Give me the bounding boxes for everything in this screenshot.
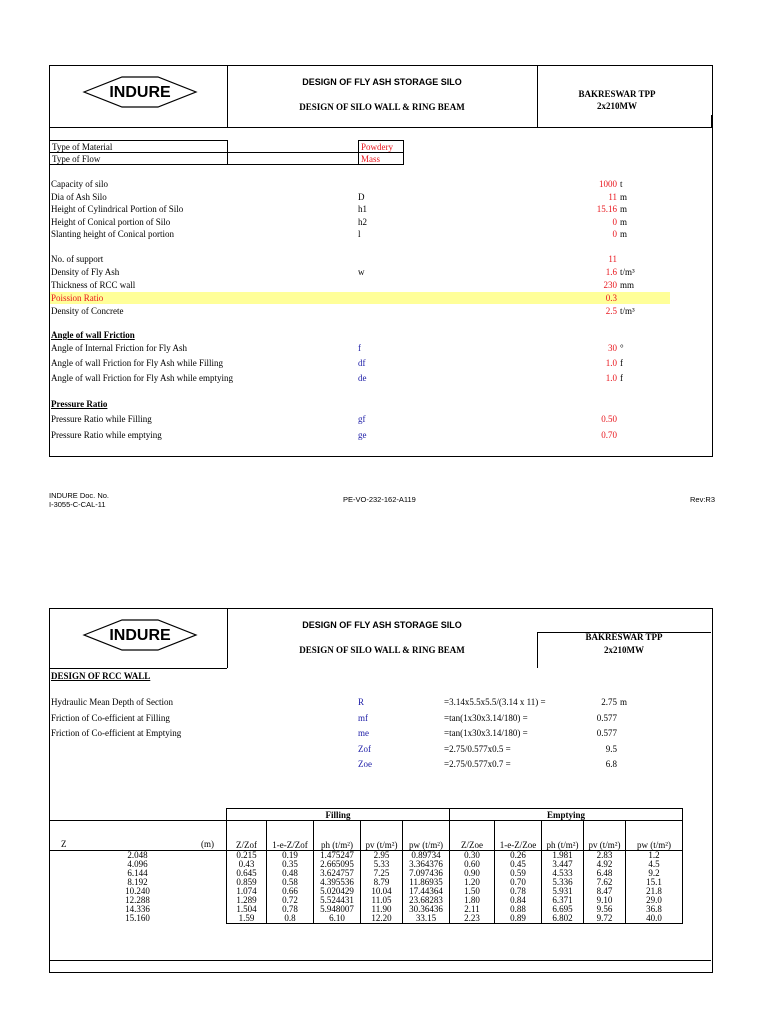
value-cell: 6.10 bbox=[314, 914, 361, 924]
value-cell: 0.8 bbox=[267, 914, 314, 924]
filling-group: Filling bbox=[227, 809, 450, 821]
value-cell: 2.11 bbox=[450, 905, 495, 914]
value-cell: 33.15 bbox=[403, 914, 450, 924]
value-cell: 4.395536 bbox=[314, 878, 361, 887]
value-cell: 0.66 bbox=[267, 887, 314, 896]
header-divider bbox=[227, 65, 228, 127]
pressure-row-value: 0.50 bbox=[601, 414, 617, 424]
property-row-label: Poission Ratio bbox=[51, 293, 104, 303]
value-cell: 0.30 bbox=[450, 851, 495, 861]
value-cell: 6.48 bbox=[584, 869, 626, 878]
value-cell: 0.26 bbox=[495, 851, 542, 861]
value-cell: 1.2 bbox=[626, 851, 683, 861]
property-row-value: 1.6 bbox=[605, 267, 617, 277]
flow-label: Type of Flow bbox=[50, 153, 228, 165]
calc-formula: =tan(1x30x3.14/180) = bbox=[444, 728, 528, 738]
value-cell: 7.097436 bbox=[403, 869, 450, 878]
value-cell: 4.5 bbox=[626, 860, 683, 869]
doc-number: I-3055-C-CAL-11 bbox=[49, 500, 106, 509]
value-cell: 3.447 bbox=[542, 860, 584, 869]
doc-title: DESIGN OF FLY ASH STORAGE SILO bbox=[302, 77, 462, 87]
value-cell: 11.05 bbox=[361, 896, 403, 905]
doc-subtitle: DESIGN OF SILO WALL & RING BEAM bbox=[299, 645, 465, 655]
column-header: ph (t/m²) bbox=[314, 821, 361, 851]
value-cell: 7.62 bbox=[584, 878, 626, 887]
value-cell: 0.48 bbox=[267, 869, 314, 878]
indure-logo bbox=[82, 75, 198, 109]
value-cell: 11.90 bbox=[361, 905, 403, 914]
value-cell: 0.645 bbox=[227, 869, 267, 878]
value-cell: 5.524431 bbox=[314, 896, 361, 905]
value-cell: 21.8 bbox=[626, 887, 683, 896]
property-row-label: No. of support bbox=[51, 254, 104, 264]
value-cell: 0.60 bbox=[450, 860, 495, 869]
value-cell: 23.68283 bbox=[403, 896, 450, 905]
value-cell: 8.79 bbox=[361, 878, 403, 887]
friction-row-unit: f bbox=[620, 373, 623, 383]
value-cell: 0.70 bbox=[495, 878, 542, 887]
property-row-value: 11 bbox=[608, 254, 617, 264]
friction-row-value: 30 bbox=[608, 343, 617, 353]
revision: Rev:R3 bbox=[690, 495, 716, 504]
value-cell: 9.2 bbox=[626, 869, 683, 878]
value-cell: 2.83 bbox=[584, 851, 626, 861]
value-cell: 30.36436 bbox=[403, 905, 450, 914]
friction-heading: Angle of wall Friction bbox=[51, 330, 135, 340]
material-label: Type of Material bbox=[50, 141, 228, 153]
table-row bbox=[49, 914, 683, 924]
calc-value: 0.577 bbox=[596, 712, 617, 723]
property-row-value: 0.3 bbox=[605, 293, 617, 303]
calc-value: 6.8 bbox=[605, 759, 617, 769]
doc-title: DESIGN OF FLY ASH STORAGE SILO bbox=[302, 620, 462, 630]
calc-formula: =3.14x5.5x5.5/(3.14 x 11) = bbox=[444, 697, 546, 707]
pressure-row-label: Pressure Ratio while Filling bbox=[51, 414, 152, 424]
column-header: 1-e-Z/Zof bbox=[267, 821, 314, 851]
friction-row-symbol: de bbox=[358, 373, 367, 383]
property-row-unit: t/m³ bbox=[620, 306, 635, 316]
header-rule bbox=[49, 127, 712, 128]
emptying-group: Emptying bbox=[450, 809, 683, 821]
geometry-row-symbol: D bbox=[358, 191, 365, 202]
property-row-label: Density of Concrete bbox=[51, 306, 124, 316]
value-cell: 0.45 bbox=[495, 860, 542, 869]
calc-label: Friction of Co-efficient at Emptying bbox=[51, 728, 182, 738]
friction-row-label: Angle of wall Friction for Fly Ash while emptying bbox=[51, 373, 233, 383]
project-name: BAKRESWAR TPP bbox=[578, 89, 656, 99]
doc-number-label: INDURE Doc. No. bbox=[49, 491, 110, 500]
value-cell: 8.47 bbox=[584, 887, 626, 896]
geometry-row-value: 0 bbox=[612, 229, 617, 239]
geometry-row-label: Height of Cylindrical Portion of Silo bbox=[51, 204, 184, 214]
depth-cell: 14.336 bbox=[49, 905, 227, 914]
value-cell: 10.04 bbox=[361, 887, 403, 896]
value-cell: 1.289 bbox=[227, 896, 267, 905]
project-capacity: 2x210MW bbox=[597, 101, 637, 111]
pressure-heading: Pressure Ratio bbox=[51, 399, 108, 409]
geometry-row-unit: m bbox=[620, 229, 628, 239]
material-value: Powdery bbox=[359, 141, 404, 153]
material-table bbox=[49, 140, 404, 165]
value-cell: 3.624757 bbox=[314, 869, 361, 878]
geometry-row-label: Height of Conical portion of Silo bbox=[51, 216, 171, 227]
friction-row-symbol: f bbox=[358, 343, 361, 353]
friction-row-unit: ° bbox=[620, 343, 624, 353]
friction-row-symbol: df bbox=[358, 358, 366, 368]
calc-formula: =2.75/0.577x0.7 = bbox=[444, 759, 511, 769]
value-cell: 5.33 bbox=[361, 860, 403, 869]
calc-label: Hydraulic Mean Depth of Section bbox=[51, 697, 173, 707]
value-cell: 0.78 bbox=[495, 887, 542, 896]
z-header: Z bbox=[61, 839, 67, 849]
project-capacity: 2x210MW bbox=[604, 645, 644, 655]
pressure-row-label: Pressure Ratio while emptying bbox=[51, 430, 162, 440]
geometry-row-label: Slanting height of Conical portion bbox=[51, 229, 174, 239]
value-cell: 0.19 bbox=[267, 851, 314, 861]
geometry-row-value: 0 bbox=[612, 216, 617, 227]
geometry-row-symbol: h1 bbox=[358, 204, 367, 214]
calc-value: 9.5 bbox=[605, 743, 617, 754]
calc-symbol: me bbox=[358, 728, 369, 738]
value-cell: 0.72 bbox=[267, 896, 314, 905]
property-row-unit: t/m³ bbox=[620, 267, 635, 277]
section-heading: DESIGN OF RCC WALL bbox=[51, 671, 151, 681]
value-cell: 1.59 bbox=[227, 914, 267, 924]
z-unit-header: (m) bbox=[201, 839, 214, 849]
value-cell: 1.504 bbox=[227, 905, 267, 914]
value-cell: 9.56 bbox=[584, 905, 626, 914]
column-header: Z/Zoe bbox=[450, 821, 495, 851]
calc-symbol: Zoe bbox=[358, 759, 372, 769]
pressure-row-symbol: gf bbox=[358, 414, 366, 424]
friction-row-value: 1.0 bbox=[605, 373, 617, 383]
depth-cell: 12.288 bbox=[49, 896, 227, 905]
reference-number: PE-VO-232-162-A119 bbox=[343, 495, 416, 504]
table-row bbox=[50, 153, 404, 165]
friction-row-value: 1.0 bbox=[605, 358, 617, 368]
column-header: pw (t/m²) bbox=[626, 821, 683, 851]
value-cell: 1.981 bbox=[542, 851, 584, 861]
calc-formula: =2.75/0.577x0.5 = bbox=[444, 743, 511, 754]
value-cell: 1.475247 bbox=[314, 851, 361, 861]
friction-row-label: Angle of wall Friction for Fly Ash while Filling bbox=[51, 358, 223, 368]
depth-cell: 15.160 bbox=[49, 914, 227, 924]
logo-text: INDURE bbox=[109, 627, 171, 644]
value-cell: 0.215 bbox=[227, 851, 267, 861]
value-cell: 1.20 bbox=[450, 878, 495, 887]
calc-label: Friction of Co-efficient at Filling bbox=[51, 712, 170, 723]
geometry-row-unit: m bbox=[620, 216, 628, 227]
value-cell: 3.364376 bbox=[403, 860, 450, 869]
value-cell: 2.665095 bbox=[314, 860, 361, 869]
value-cell: 2.95 bbox=[361, 851, 403, 861]
calc-symbol: mf bbox=[358, 712, 368, 723]
doc-subtitle: DESIGN OF SILO WALL & RING BEAM bbox=[299, 102, 465, 112]
friction-row-unit: f bbox=[620, 358, 623, 368]
property-row-value: 230 bbox=[603, 280, 617, 290]
depth-cell: 6.144 bbox=[49, 869, 227, 878]
calc-symbol: Zof bbox=[358, 743, 371, 754]
depth-cell: 10.240 bbox=[49, 887, 227, 896]
column-header: pv (t/m²) bbox=[361, 821, 403, 851]
value-cell: 4.92 bbox=[584, 860, 626, 869]
value-cell: 2.23 bbox=[450, 914, 495, 924]
value-cell: 29.0 bbox=[626, 896, 683, 905]
value-cell: 7.25 bbox=[361, 869, 403, 878]
calc-value: 2.75 bbox=[601, 697, 617, 707]
geometry-row-value: 1000 bbox=[599, 179, 617, 189]
project-name: BAKRESWAR TPP bbox=[585, 632, 663, 642]
geometry-row-value: 15.16 bbox=[596, 204, 617, 214]
geometry-row-symbol: l bbox=[358, 229, 361, 239]
value-cell: 5.948007 bbox=[314, 905, 361, 914]
column-header: pv (t/m²) bbox=[584, 821, 626, 851]
property-row-label: Thickness of RCC wall bbox=[51, 280, 136, 290]
value-cell: 5.020429 bbox=[314, 887, 361, 896]
value-cell: 17.44364 bbox=[403, 887, 450, 896]
value-cell: 0.59 bbox=[495, 869, 542, 878]
value-cell: 9.10 bbox=[584, 896, 626, 905]
value-cell: 36.8 bbox=[626, 905, 683, 914]
calc-symbol: R bbox=[358, 697, 365, 707]
value-cell: 0.43 bbox=[227, 860, 267, 869]
value-cell: 1.50 bbox=[450, 887, 495, 896]
geometry-row-label: Capacity of silo bbox=[51, 179, 108, 189]
pressure-row-symbol: ge bbox=[358, 430, 367, 440]
geometry-row-unit: t bbox=[620, 179, 623, 189]
value-cell: 1.80 bbox=[450, 896, 495, 905]
header-divider bbox=[227, 608, 228, 668]
geometry-row-symbol: h2 bbox=[358, 216, 367, 227]
property-row-label: Density of Fly Ash bbox=[51, 267, 120, 277]
calc-value: 0.577 bbox=[596, 728, 617, 738]
column-header: Z/Zof bbox=[227, 821, 267, 851]
value-cell: 0.859 bbox=[227, 878, 267, 887]
value-cell: 15.1 bbox=[626, 878, 683, 887]
logo-text: INDURE bbox=[109, 84, 171, 101]
value-cell: 0.89734 bbox=[403, 851, 450, 861]
value-cell: 0.58 bbox=[267, 878, 314, 887]
value-cell: 6.695 bbox=[542, 905, 584, 914]
geometry-row-unit: m bbox=[620, 204, 628, 214]
value-cell: 12.20 bbox=[361, 914, 403, 924]
depth-cell: 8.192 bbox=[49, 878, 227, 887]
pressure-table bbox=[49, 808, 683, 924]
column-header: ph (t/m²) bbox=[542, 821, 584, 851]
indure-logo bbox=[82, 618, 198, 652]
value-cell: 11.86935 bbox=[403, 878, 450, 887]
value-cell: 5.336 bbox=[542, 878, 584, 887]
value-cell: 40.0 bbox=[626, 914, 683, 924]
table-group-row bbox=[49, 809, 683, 821]
value-cell: 0.89 bbox=[495, 914, 542, 924]
table-header-row bbox=[49, 821, 683, 851]
calc-formula: =tan(1x30x3.14/180) = bbox=[444, 712, 528, 723]
value-cell: 0.90 bbox=[450, 869, 495, 878]
pressure-row-value: 0.70 bbox=[601, 430, 617, 440]
value-cell: 9.72 bbox=[584, 914, 626, 924]
friction-row-label: Angle of Internal Friction for Fly Ash bbox=[51, 343, 187, 353]
value-cell: 5.931 bbox=[542, 887, 584, 896]
value-cell: 4.533 bbox=[542, 869, 584, 878]
value-cell: 6.802 bbox=[542, 914, 584, 924]
flow-value: Mass bbox=[359, 153, 404, 165]
depth-cell: 4.096 bbox=[49, 860, 227, 869]
calc-unit: m bbox=[620, 697, 628, 707]
value-cell: 0.35 bbox=[267, 860, 314, 869]
property-row-symbol: w bbox=[358, 267, 365, 277]
property-row-value: 2.5 bbox=[605, 306, 617, 316]
value-cell: 0.78 bbox=[267, 905, 314, 914]
value-cell: 1.074 bbox=[227, 887, 267, 896]
column-header: pw (t/m²) bbox=[403, 821, 450, 851]
depth-cell: 2.048 bbox=[49, 851, 227, 861]
column-header: 1-e-Z/Zoe bbox=[495, 821, 542, 851]
value-cell: 6.371 bbox=[542, 896, 584, 905]
geometry-row-label: Dia of Ash Silo bbox=[51, 191, 107, 202]
geometry-row-unit: m bbox=[620, 191, 628, 202]
property-row-unit: mm bbox=[620, 280, 635, 290]
value-cell: 0.88 bbox=[495, 905, 542, 914]
table-row bbox=[50, 141, 404, 153]
geometry-row-value: 11 bbox=[608, 191, 617, 202]
value-cell: 0.84 bbox=[495, 896, 542, 905]
